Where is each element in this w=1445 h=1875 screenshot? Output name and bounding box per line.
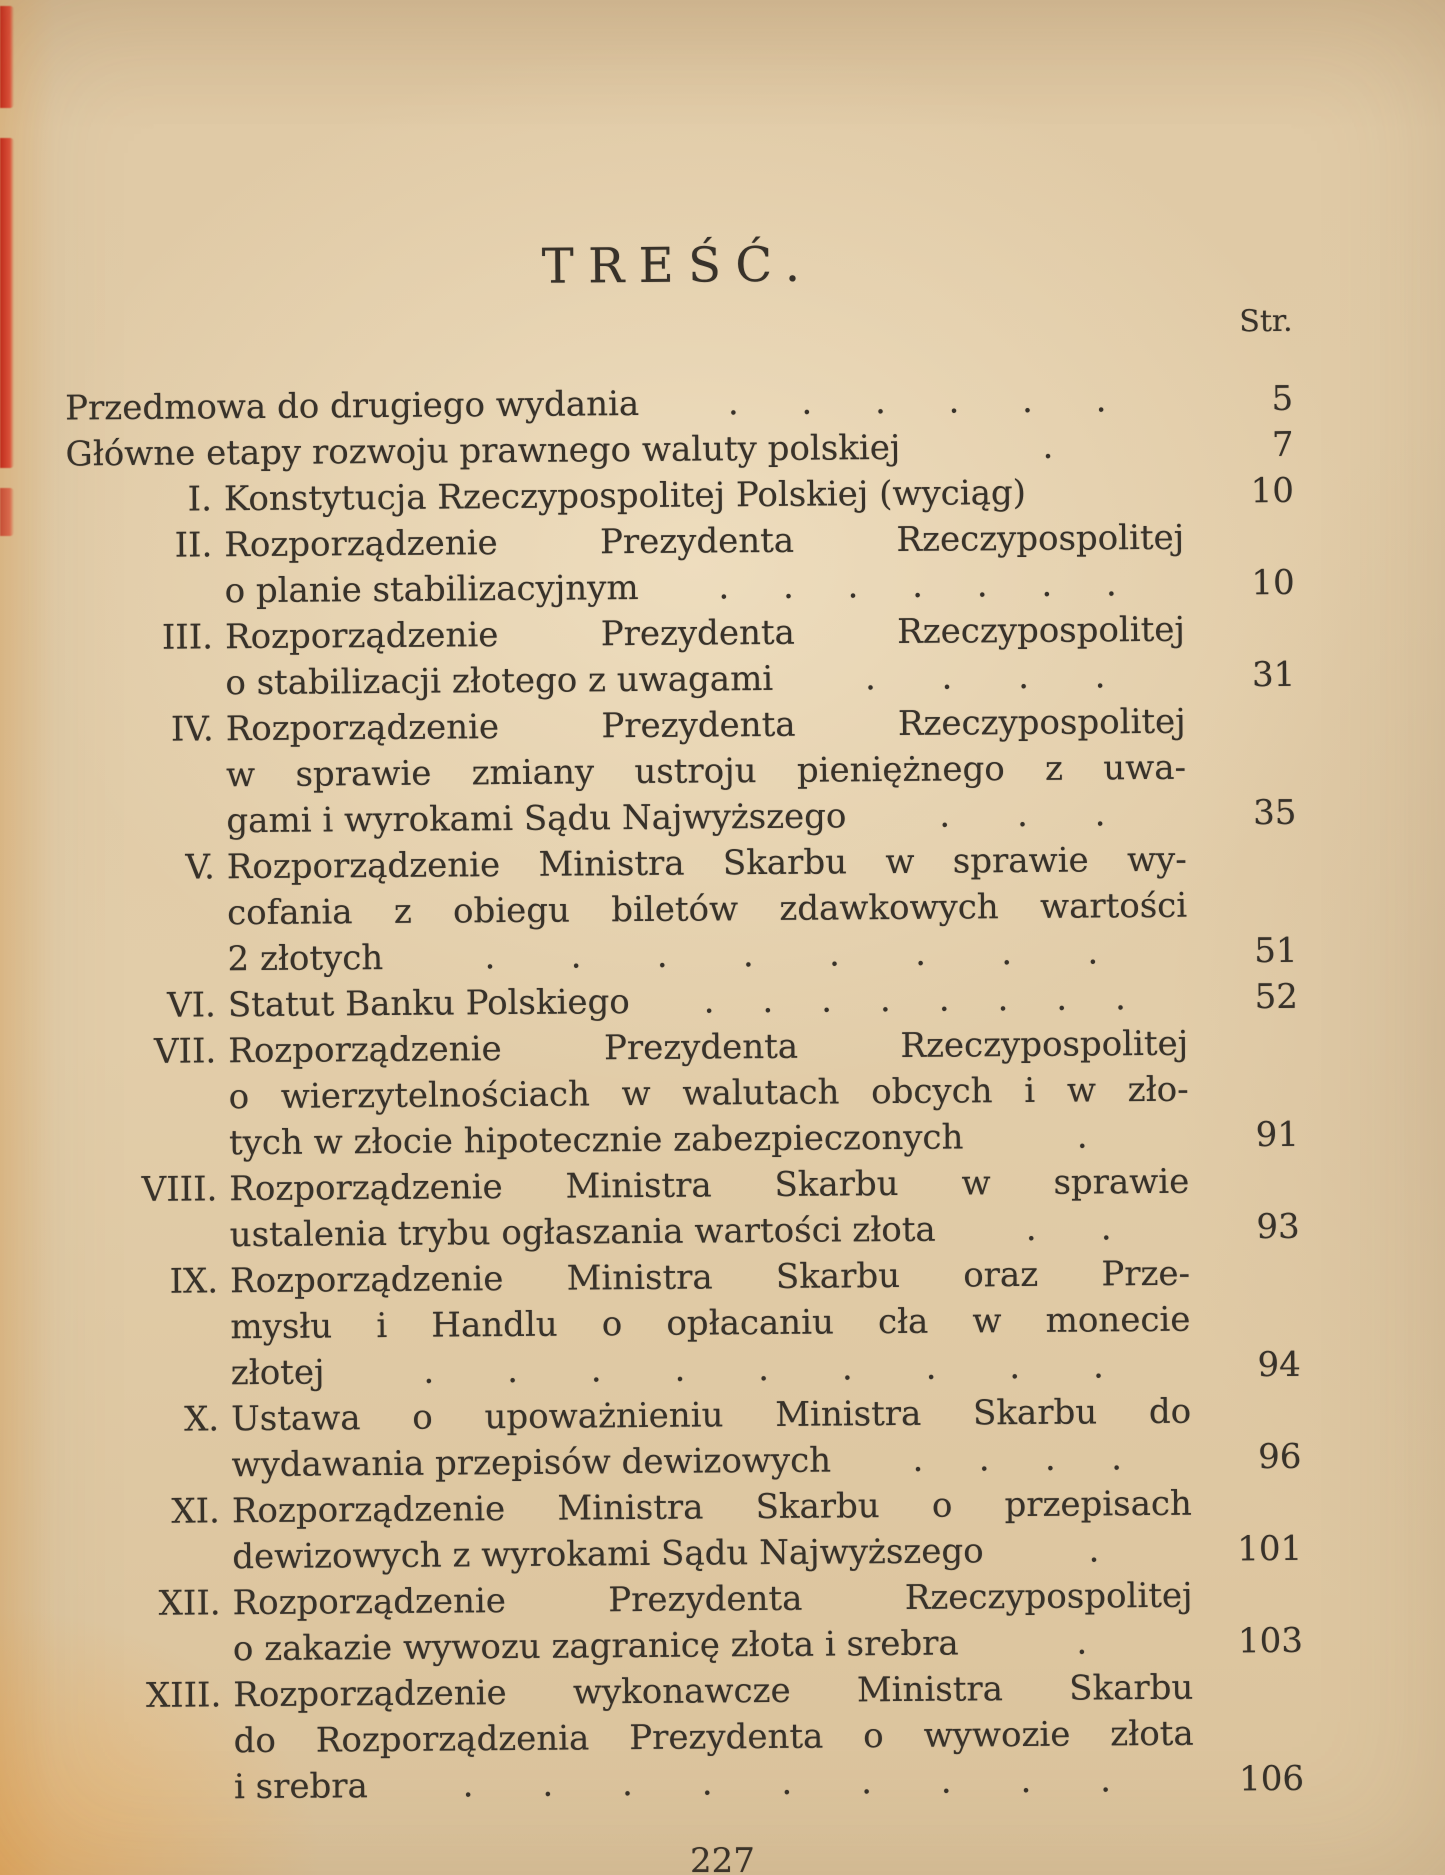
leader-dot: . xyxy=(423,1351,435,1392)
leader-dot: . xyxy=(727,383,739,424)
toc-entry-page-number: 10 xyxy=(1250,470,1295,512)
toc-entry-page-number: 91 xyxy=(1255,1114,1300,1156)
leader-dot: . xyxy=(1041,564,1053,605)
leader-dot: . xyxy=(758,1349,770,1390)
leader-dot: . xyxy=(864,658,876,699)
toc-entry-page-number: 51 xyxy=(1254,930,1298,972)
leader-dot: . xyxy=(701,1763,713,1804)
toc-entry-numeral: VI. xyxy=(166,985,217,1026)
toc-entry-page-number: 31 xyxy=(1251,654,1296,696)
leader-dot: . xyxy=(1017,656,1030,698)
toc-entry-page-number: 52 xyxy=(1254,976,1299,1018)
toc-entry-line xyxy=(226,791,1186,845)
leader-dot: . xyxy=(590,1350,602,1391)
leader-dot: . xyxy=(1087,932,1099,973)
leader-dot: . xyxy=(821,980,833,1021)
leader-dot: . xyxy=(978,1439,990,1480)
leader-dot: . xyxy=(874,382,886,423)
toc-entry xyxy=(75,1664,1304,1812)
toc-entry-line xyxy=(234,1757,1194,1811)
toc-entry xyxy=(74,1572,1303,1674)
leader-dot: . xyxy=(940,1761,952,1802)
toc-entry-line-text: gami i wyrokami Sądu Najwyższego xyxy=(226,796,847,842)
toc-entry-line-text: Przedmowa do drugiego wydania xyxy=(65,383,640,429)
toc-entry-line xyxy=(224,469,1184,523)
folio-page-number: 227 xyxy=(690,1841,755,1875)
leader-dot: . xyxy=(1021,380,1034,421)
leader-dot: . xyxy=(939,795,951,836)
dot-leader xyxy=(773,653,1185,702)
toc-entry-page-number: 7 xyxy=(1271,424,1294,466)
toc-entry-numeral: XII. xyxy=(158,1583,221,1624)
toc-entry xyxy=(72,1250,1301,1398)
toc-entry-numeral: VII. xyxy=(153,1031,217,1072)
toc-entry-text xyxy=(226,699,1187,845)
toc-entry xyxy=(69,836,1298,984)
toc-entry-line: Rozporządzenie Prezydenta Rzeczypospolitej xyxy=(224,609,1186,658)
leader-dot: . xyxy=(847,566,859,607)
toc-entry-page-number: 93 xyxy=(1256,1206,1300,1248)
toc-entry-text xyxy=(227,837,1188,983)
leader-dot: . xyxy=(925,1347,937,1388)
leader-dot: . xyxy=(1009,1347,1021,1388)
toc-entry-numeral: III. xyxy=(161,617,214,658)
toc-entry-line xyxy=(229,1113,1189,1167)
dot-leader xyxy=(963,1113,1189,1161)
leader-dot: . xyxy=(1042,426,1054,467)
toc-entry xyxy=(66,514,1295,616)
leader-dot: . xyxy=(828,934,840,975)
toc-entry-line-text: i srebra xyxy=(233,1766,368,1808)
toc-entry-line-text: o stabilizacji złotego z uwagami xyxy=(225,658,774,704)
leader-dot: . xyxy=(1001,933,1013,974)
leader-dot: . xyxy=(938,979,950,1020)
toc-entry-line-text: o planie stabilizacyjnym xyxy=(224,568,639,612)
toc-entry-numeral: XIII. xyxy=(145,1675,222,1716)
dot-leader xyxy=(1026,469,1184,516)
page-title: TREŚĆ. xyxy=(541,236,815,295)
toc-entry-text xyxy=(224,515,1185,615)
toc-entry-numeral: VIII. xyxy=(141,1169,218,1210)
toc-entry-line: mysłu i Handlu o opłacaniu cła w monecie xyxy=(230,1299,1191,1348)
leader-dot: . xyxy=(912,565,924,606)
dot-leader xyxy=(846,791,1186,840)
dot-leader xyxy=(638,561,1184,611)
leader-dot: . xyxy=(1025,1208,1037,1249)
leader-dot: . xyxy=(782,566,794,607)
toc-entry-line-text: Statut Banku Polskiego xyxy=(227,982,630,1026)
leader-dot: . xyxy=(1095,380,1107,421)
leader-dot: . xyxy=(718,567,730,608)
toc-entry-line-text: tych w złocie hipotecznie zabezpieczonych xyxy=(228,1117,964,1164)
toc-entry-line: Rozporządzenie Ministra Skarbu oraz Prze- xyxy=(229,1253,1191,1302)
toc-entry-page-number: 101 xyxy=(1237,1528,1303,1570)
dot-leader xyxy=(983,1527,1192,1575)
toc-entry-page-number: 94 xyxy=(1257,1344,1301,1386)
leader-dot: . xyxy=(1076,1622,1088,1663)
dot-leader xyxy=(630,975,1189,1025)
toc-entry-numeral: V. xyxy=(185,847,215,888)
leader-dot: . xyxy=(1111,1438,1123,1479)
toc-entry-numeral: II. xyxy=(174,525,213,566)
toc-entry-line xyxy=(224,561,1184,615)
toc-entry-line-text: złotej xyxy=(230,1352,325,1394)
dot-leader xyxy=(900,423,1184,471)
toc-entry xyxy=(71,1158,1300,1260)
toc-entry-line xyxy=(227,929,1187,983)
leader-dot: . xyxy=(1100,1760,1112,1801)
toc-entry-text xyxy=(228,1021,1189,1167)
leader-dot: . xyxy=(762,980,774,1022)
toc-entry-line-text: wydawania przepisów dewizowych xyxy=(231,1440,832,1486)
toc-entry-text xyxy=(231,1389,1192,1489)
toc-entry-line xyxy=(231,1343,1191,1397)
toc-entry-line-text: Konstytucja Rzeczypospolitej Polskiej (wyciąg) xyxy=(223,472,1027,520)
dot-leader xyxy=(639,377,1183,427)
leader-dot: . xyxy=(841,1348,853,1389)
toc-entry-text xyxy=(225,607,1186,707)
toc-entry-line: Rozporządzenie Prezydenta Rzeczypospolitej xyxy=(224,517,1185,566)
leader-dot: . xyxy=(1105,564,1117,605)
toc-entry-numeral: I. xyxy=(187,479,213,520)
toc-entry-line-text: dewizowych z wyrokami Sądu Najwyższego xyxy=(232,1531,984,1578)
toc-entry-text xyxy=(224,469,1184,523)
leader-dot: . xyxy=(1094,794,1106,835)
toc-entry-line-text: Główne etapy rozwoju prawnego waluty polskiej xyxy=(65,427,901,475)
leader-dot: . xyxy=(914,933,927,974)
leader-dot: . xyxy=(1044,1438,1056,1479)
toc-entry-text xyxy=(228,975,1188,1029)
toc-entry-text xyxy=(233,1665,1194,1811)
leader-dot: . xyxy=(506,1350,519,1392)
toc-entry-line xyxy=(232,1527,1192,1581)
leader-dot: . xyxy=(1088,1530,1100,1571)
dot-leader xyxy=(958,1619,1193,1667)
toc-entry-line: Rozporządzenie wykonawcze Ministra Skarbu xyxy=(233,1667,1194,1716)
dot-leader xyxy=(368,1757,1195,1809)
toc-entry-line: Ustawa o upoważnieniu Ministra Skarbu do xyxy=(230,1391,1192,1440)
toc-entry-page-number: 103 xyxy=(1237,1620,1304,1662)
leader-dot: . xyxy=(1114,978,1127,1019)
leader-dot: . xyxy=(801,382,813,423)
toc-entry-line xyxy=(231,1435,1191,1489)
toc-entry xyxy=(74,1480,1303,1582)
toc-entry-line: Rozporządzenie Prezydenta Rzeczypospolitej xyxy=(232,1575,1193,1624)
toc-entry-page-number: 10 xyxy=(1251,562,1295,604)
leader-dot: . xyxy=(997,979,1009,1020)
leader-dot: . xyxy=(1092,1346,1104,1387)
toc-entry-text xyxy=(229,1159,1190,1259)
leader-dot: . xyxy=(1056,978,1068,1019)
leader-dot: . xyxy=(781,1762,793,1803)
leader-dot: . xyxy=(621,1764,634,1805)
toc-entry-numeral: IX. xyxy=(169,1261,219,1302)
toc-entry-line-text: 2 złotych xyxy=(227,938,384,980)
toc-entry-line-text: o zakazie wywozu zagranicę złota i srebra xyxy=(232,1623,959,1670)
toc-entry-numeral: X. xyxy=(183,1399,220,1440)
toc-entry-line: do Rozporządzenia Prezydenta o wywozie złota xyxy=(233,1713,1194,1762)
leader-dot: . xyxy=(742,935,754,976)
toc-entry-line xyxy=(233,1619,1193,1673)
leader-dot: . xyxy=(879,980,891,1021)
leader-dot: . xyxy=(912,1439,924,1480)
toc-entry-text xyxy=(232,1481,1193,1581)
leader-dot: . xyxy=(860,1762,873,1803)
toc-entry xyxy=(70,1020,1299,1168)
toc-entry-line xyxy=(228,975,1188,1029)
toc-entry xyxy=(67,606,1296,708)
leader-dot: . xyxy=(1094,656,1106,697)
toc-entry-numeral: XI. xyxy=(171,1491,221,1532)
toc-list xyxy=(65,360,1304,1812)
leader-dot: . xyxy=(703,981,715,1022)
toc-entry-page-number: 5 xyxy=(1271,378,1294,420)
toc-entry xyxy=(73,1388,1302,1490)
toc-entry-line: Rozporządzenie Prezydenta Rzeczypospolitej xyxy=(228,1023,1189,1072)
toc-entry-line: Rozporządzenie Ministra Skarbu o przepisach xyxy=(231,1483,1193,1532)
toc-entry-page-number: 106 xyxy=(1238,1758,1305,1800)
toc-entry-line: Rozporządzenie Ministra Skarbu w sprawie xyxy=(229,1161,1190,1210)
leader-dot: . xyxy=(462,1765,474,1806)
toc-entry-line xyxy=(225,653,1185,707)
leader-dot: . xyxy=(1020,1760,1032,1802)
toc-entry-numeral: IV. xyxy=(170,709,214,750)
toc-entry xyxy=(68,698,1297,846)
toc-entry-page-number: 35 xyxy=(1253,792,1297,834)
toc-entry-line: o wierzytelnościach w walutach obcych i w zło- xyxy=(228,1069,1189,1118)
leader-dot: . xyxy=(1076,1116,1088,1157)
leader-dot: . xyxy=(948,381,960,422)
leader-dot: . xyxy=(674,1349,686,1390)
toc-entry-line-text: ustalenia trybu ogłaszania wartości złota xyxy=(229,1209,936,1256)
leader-dot: . xyxy=(1016,794,1028,836)
toc-entry-text xyxy=(232,1573,1193,1673)
dot-leader xyxy=(324,1343,1191,1396)
dot-leader xyxy=(831,1435,1192,1484)
toc-entry-page-number: 96 xyxy=(1258,1436,1302,1478)
leader-dot: . xyxy=(542,1764,554,1805)
leader-dot: . xyxy=(1100,1208,1112,1249)
page-number-column-header: Str. xyxy=(1239,303,1293,340)
toc-entry-text xyxy=(230,1251,1191,1397)
leader-dot: . xyxy=(484,937,496,978)
toc-entry-line xyxy=(230,1205,1190,1259)
dot-leader xyxy=(936,1205,1190,1253)
leader-dot: . xyxy=(656,935,668,976)
leader-dot: . xyxy=(941,657,953,698)
dot-leader xyxy=(383,929,1188,981)
toc-entry-line: w sprawie zmiany ustroju pieniężnego z uwa- xyxy=(225,747,1187,796)
toc-entry-line: Rozporządzenie Prezydenta Rzeczypospolitej xyxy=(225,701,1186,750)
leader-dot: . xyxy=(976,565,988,606)
toc-entry-line: cofania z obiegu biletów zdawkowych wartości xyxy=(227,885,1188,934)
toc-entry-line: Rozporządzenie Ministra Skarbu w sprawie wy- xyxy=(226,839,1187,888)
leader-dot: . xyxy=(570,936,582,977)
